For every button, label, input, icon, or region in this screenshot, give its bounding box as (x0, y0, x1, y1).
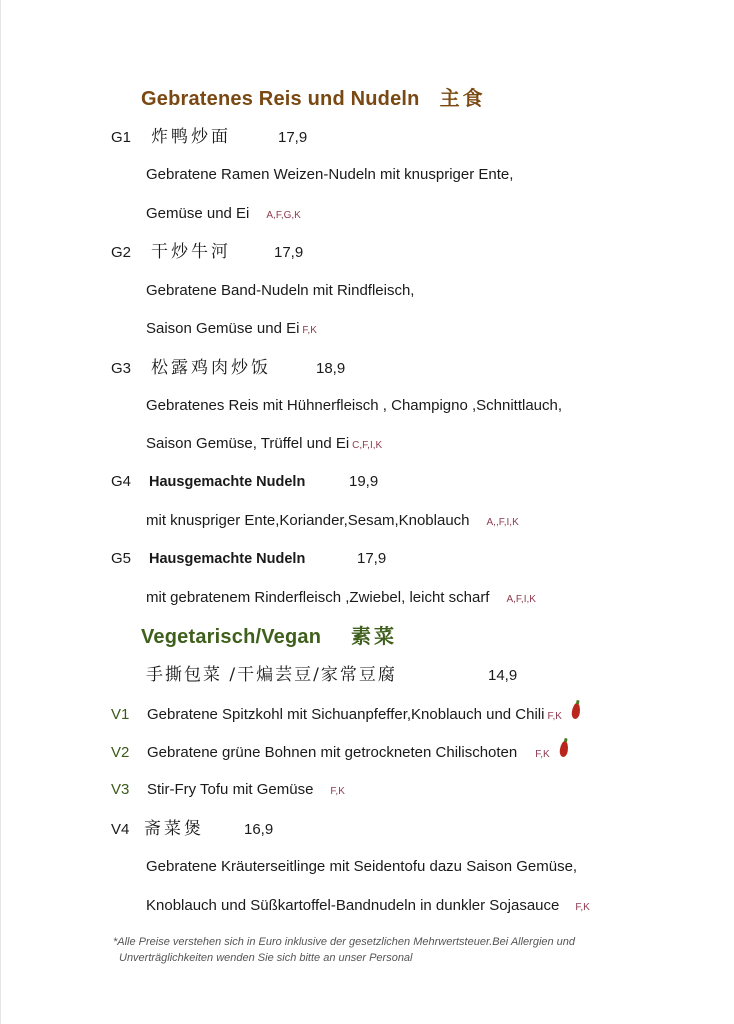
item-price: 17,9 (274, 244, 304, 261)
footnote-line-1: *Alle Preise verstehen sich in Euro inklusive der gesetzlichen Mehrwertsteuer.Bei Allergien und (113, 936, 576, 948)
allergen-codes: F,K (330, 786, 345, 797)
allergen-codes: A,,F,I,K (486, 517, 519, 528)
menu-item-v1 (111, 703, 580, 728)
section-title: Gebratenes Reis und Nudeln (141, 88, 420, 110)
item-description: Gebratenes Reis mit Hühnerfleisch , Champigno ,Schnittlauch, (146, 397, 563, 414)
item-code: V4 (111, 821, 130, 838)
item-name: Hausgemachte Nudeln (149, 551, 306, 567)
item-description-text: Knoblauch und Süßkartoffel-Bandnudeln in dunkler Sojasauce (146, 897, 560, 914)
allergen-codes: C,F,I,K (352, 440, 383, 451)
menu-item-v3 (111, 779, 345, 803)
allergen-codes: F,K (575, 902, 590, 913)
menu-item-v4 (111, 818, 273, 841)
group-name-zh: 手撕包菜 /干煸芸豆/家常豆腐 (146, 665, 397, 685)
group-price: 14,9 (488, 667, 518, 684)
item-description: Gebratene Kräuterseitlinge mit Seidentofu dazu Saison Gemüse, (146, 858, 578, 875)
menu-item-g4 (111, 471, 378, 493)
item-code: G5 (111, 550, 132, 567)
item-description (146, 588, 536, 610)
item-name-zh: 松露鸡肉炒饭 (151, 358, 271, 378)
allergen-codes: F,K (302, 325, 317, 336)
section-title-zh: 素菜 (351, 624, 397, 648)
item-description-text: mit knuspriger Ente,Koriander,Sesam,Knoblauch (146, 512, 470, 529)
menu-item-g3 (111, 357, 345, 380)
allergen-codes: F,K (547, 711, 562, 722)
item-name: Gebratene grüne Bohnen mit getrockneten Chilischoten (147, 744, 518, 761)
chili-pepper-icon (559, 741, 569, 758)
allergen-codes: A,F,G,K (266, 210, 301, 221)
item-name-zh: 炸鸭炒面 (151, 127, 231, 147)
allergen-codes: F,K (535, 749, 550, 760)
item-description (146, 319, 317, 341)
item-description-text: Saison Gemüse, Trüffel und Ei (146, 435, 350, 452)
item-code: G4 (111, 473, 132, 490)
menu-item-g1 (111, 126, 307, 149)
item-description (146, 204, 301, 226)
item-description: Gebratene Band-Nudeln mit Rindfleisch, (146, 282, 415, 299)
item-name-zh: 斋菜煲 (144, 819, 204, 839)
item-name-zh: 干炒牛河 (151, 242, 231, 262)
section-heading-fried-rice-noodles (141, 85, 486, 112)
item-price: 16,9 (244, 821, 274, 838)
item-description (146, 511, 519, 533)
menu-item-g2 (111, 241, 303, 264)
section-heading-vegetarian (141, 623, 397, 650)
item-code: G2 (111, 244, 132, 261)
item-price: 19,9 (349, 473, 379, 490)
item-name: Stir-Fry Tofu mit Gemüse (147, 781, 314, 798)
section-title: Vegetarisch/Vegan (141, 626, 322, 648)
item-description-text: mit gebratenem Rinderfleisch ,Zwiebel, leicht scharf (146, 589, 490, 606)
vegetarian-group (146, 664, 517, 687)
footnote-line-2: Unverträglichkeiten wenden Sie sich bitte an unser Personal (119, 952, 413, 964)
item-code: V3 (111, 781, 130, 798)
item-name: Gebratene Spitzkohl mit Sichuanpfeffer,Knoblauch und Chili (147, 706, 545, 723)
item-price: 17,9 (278, 129, 308, 146)
item-name: Hausgemachte Nudeln (149, 474, 306, 490)
section-title-zh: 主食 (439, 86, 486, 110)
item-description (146, 896, 590, 918)
item-price: 17,9 (357, 550, 387, 567)
menu-item-g5 (111, 548, 386, 570)
item-code: V2 (111, 744, 130, 761)
chili-pepper-icon (571, 703, 581, 720)
menu-item-v2 (111, 741, 568, 766)
item-code: V1 (111, 706, 130, 723)
item-description-text: Saison Gemüse und Ei (146, 320, 300, 337)
item-description: Gebratene Ramen Weizen-Nudeln mit knuspriger Ente, (146, 166, 514, 183)
item-code: G3 (111, 360, 132, 377)
item-price: 18,9 (316, 360, 346, 377)
allergen-codes: A,F,I,K (506, 594, 536, 605)
item-code: G1 (111, 129, 132, 146)
item-description-text: Gemüse und Ei (146, 205, 250, 222)
item-description (146, 434, 382, 456)
